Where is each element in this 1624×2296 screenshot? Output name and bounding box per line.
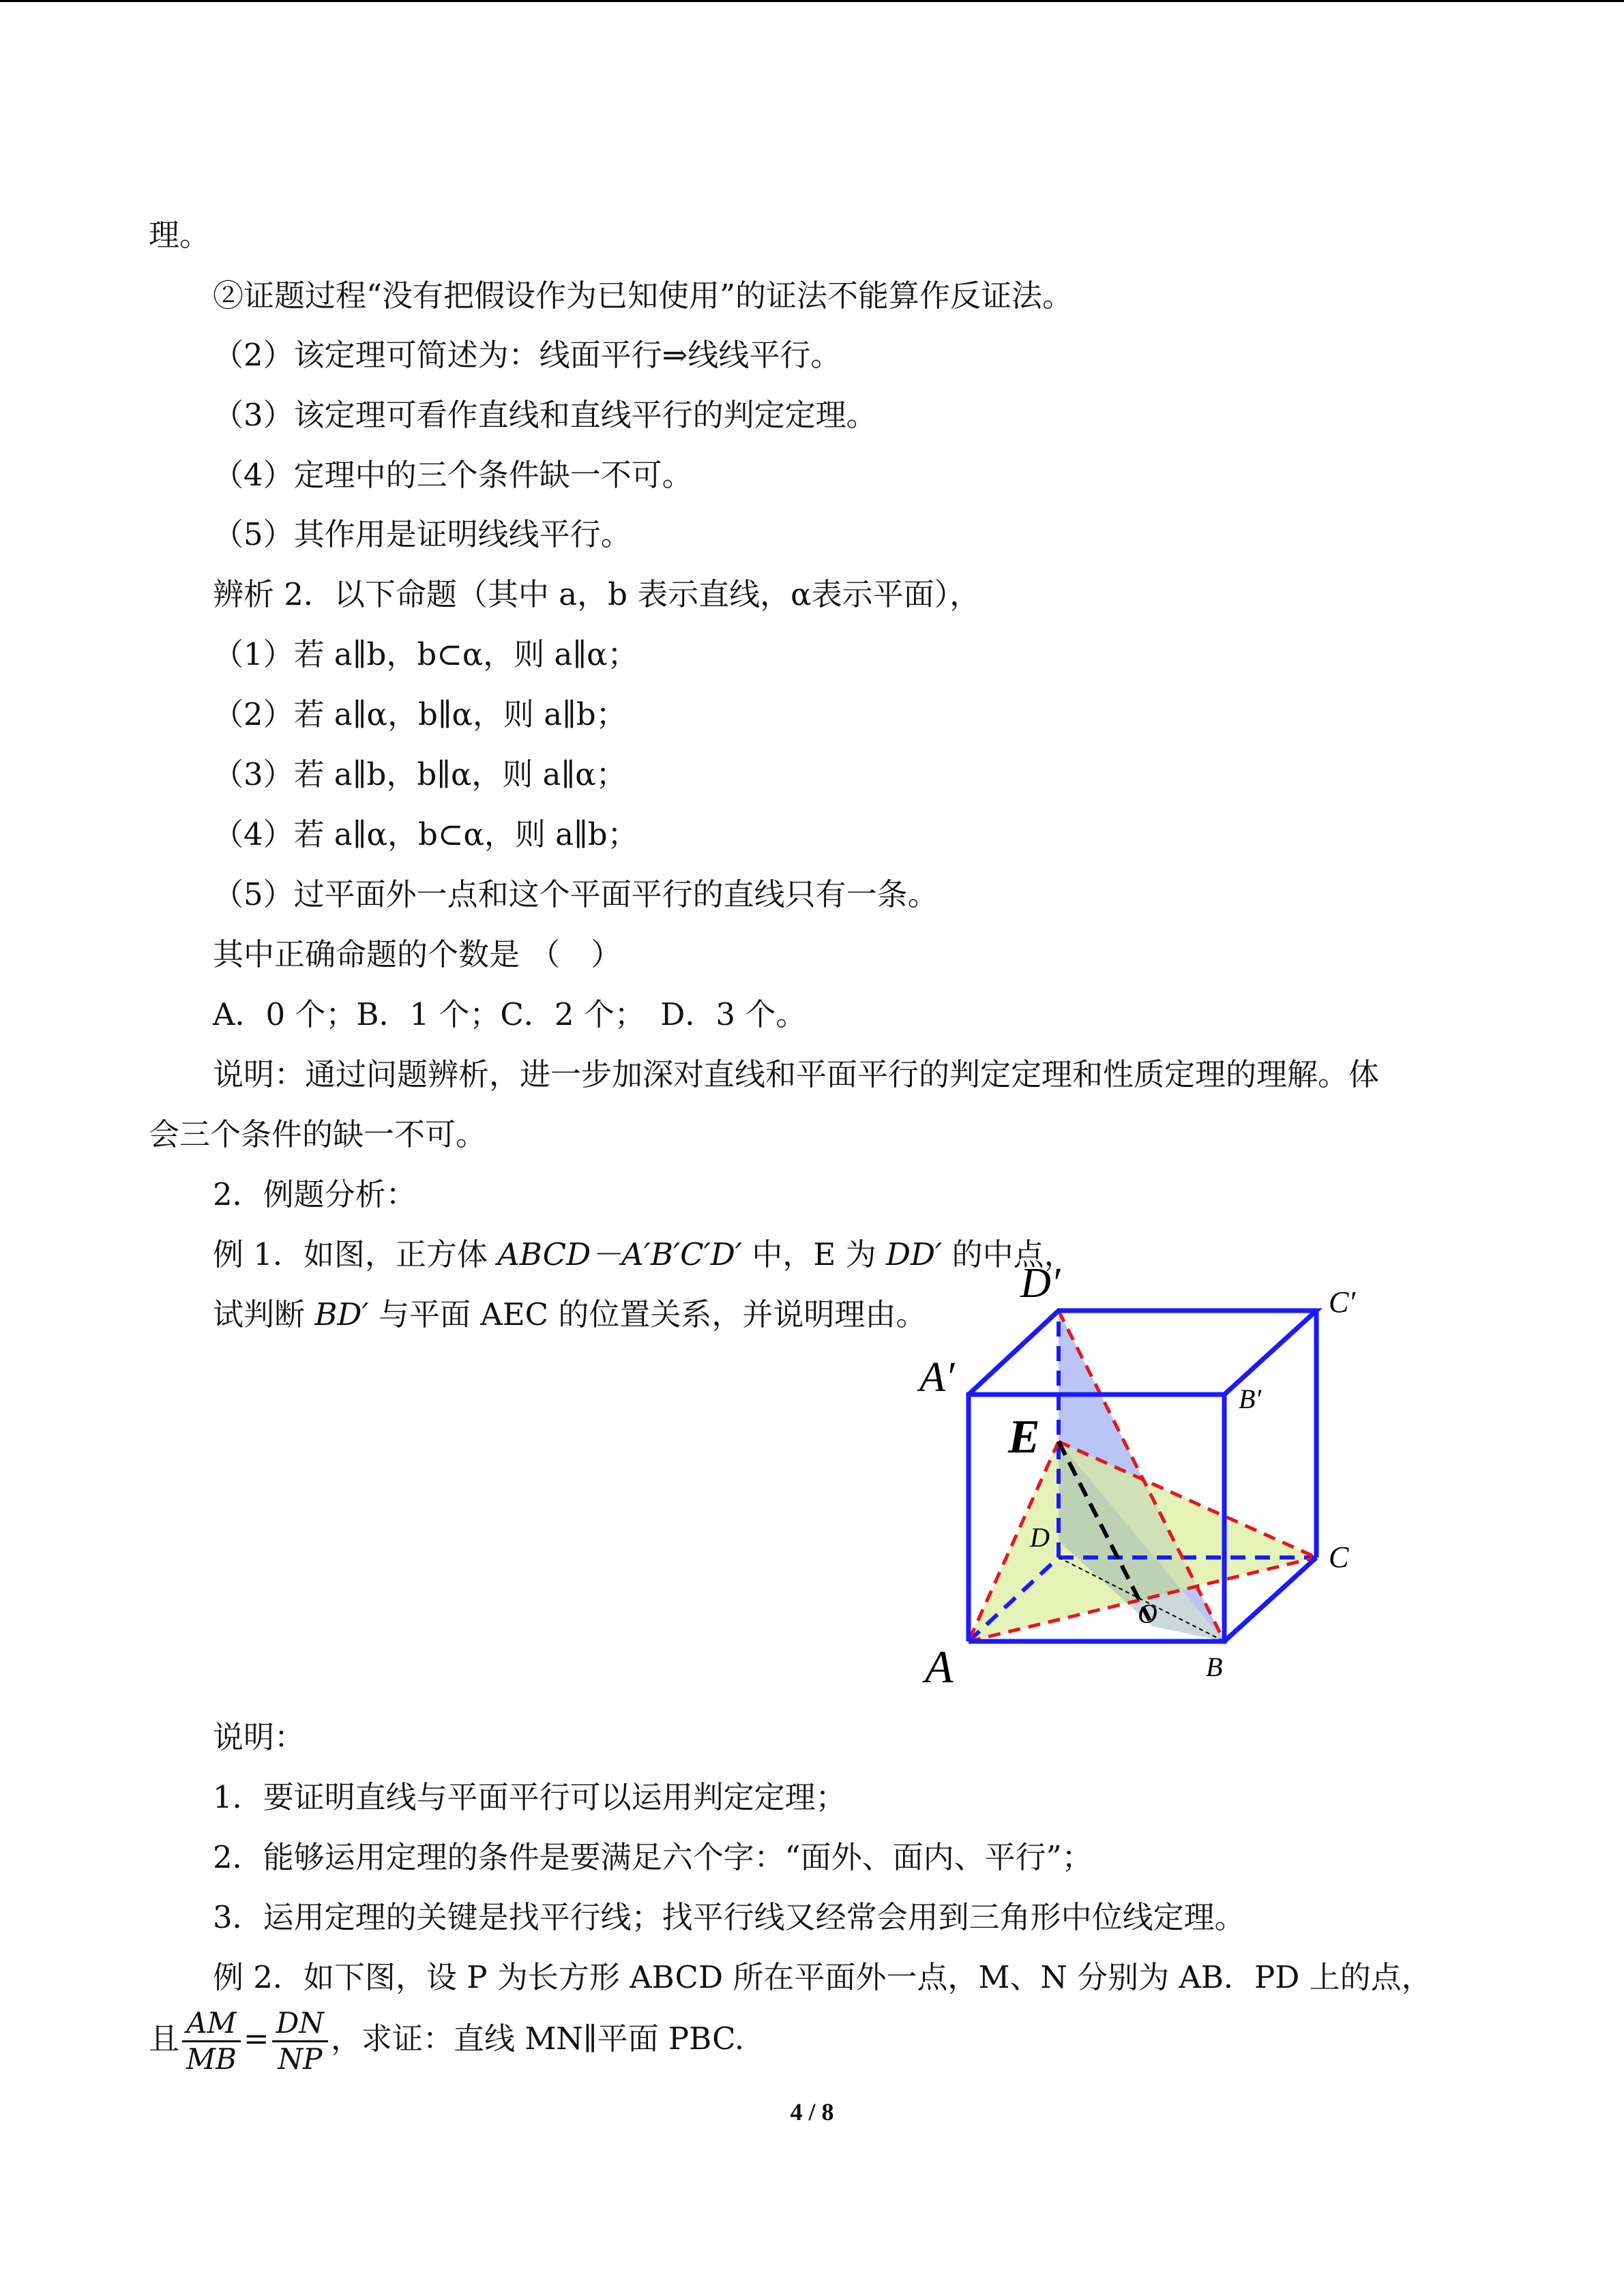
math-cube-name: ABCD－A′B′C′D′ <box>497 1236 743 1272</box>
text-line: 说明： <box>213 1719 306 1755</box>
text-line: （5）其作用是证明线线平行。 <box>213 516 632 552</box>
text-line: （4）定理中的三个条件缺一不可。 <box>213 457 693 493</box>
label-o: O <box>1138 1598 1157 1629</box>
text-line: 会三个条件的缺一不可。 <box>149 1116 487 1152</box>
text-segment: 例 1．如图，正方体 <box>213 1236 498 1272</box>
label-dp: D′ <box>1020 1260 1061 1307</box>
text-segment: 且 <box>149 2021 180 2057</box>
text-line: 说明：通过问题辨析，进一步加深对直线和平面平行的判定定理和性质定理的理解。体 <box>213 1056 1380 1092</box>
text-line: A．0 个；B．1 个；C．2 个； D．3 个。 <box>213 996 807 1032</box>
fraction-numerator: AM <box>182 2006 241 2042</box>
text-segment: 中，E 为 <box>742 1236 886 1272</box>
fraction-dn-np <box>272 2006 328 2076</box>
text-line: （5）过平面外一点和这个平面平行的直线只有一条。 <box>213 876 939 912</box>
label-b: B <box>1206 1652 1223 1682</box>
fraction-am-mb <box>182 2006 241 2076</box>
text-line: （3）该定理可看作直线和直线平行的判定定理。 <box>213 397 877 433</box>
math-segment-bd: BD′ <box>314 1296 369 1332</box>
text-line: 2．能够运用定理的条件是要满足六个字：“面外、面内、平行”； <box>213 1839 1093 1875</box>
text-line: （4）若 a∥α，b⊂α，则 a∥b； <box>213 816 638 852</box>
cube-figure <box>914 1255 1355 1693</box>
math-segment-dd: DD′ <box>885 1236 943 1272</box>
label-e: E <box>1008 1411 1040 1463</box>
text-line: （1）若 a∥b，b⊂α，则 a∥α； <box>213 636 638 672</box>
text-line: （3）若 a∥b，b∥α，则 a∥α； <box>213 756 627 792</box>
text-line: 例 2．如下图，设 P 为长方形 ABCD 所在平面外一点，M、N 分别为 AB．PD 上的点， <box>213 1959 1432 1995</box>
text-line: 理。 <box>149 217 211 253</box>
text-line: （2）若 a∥α，b∥α，则 a∥b； <box>213 696 627 732</box>
example-1-question <box>213 1294 926 1335</box>
text-line: （2）该定理可简述为：线面平行⇒线线平行。 <box>213 337 842 373</box>
text-segment: 的中点， <box>942 1236 1075 1272</box>
text-line: 辨析 2．以下命题（其中 a，b 表示直线，α表示平面）， <box>213 576 981 612</box>
label-a: A <box>925 1641 954 1693</box>
text-segment: ，求证：直线 MN∥平面 PBC. <box>331 2021 745 2057</box>
equals-sign: = <box>243 2021 269 2057</box>
page-number: 4 / 8 <box>790 2098 834 2126</box>
example-2-condition <box>149 2005 744 2076</box>
label-c: C <box>1329 1540 1349 1574</box>
text-segment: 与平面 AEC 的位置关系，并说明理由。 <box>368 1296 927 1332</box>
text-line: 2．例题分析： <box>213 1176 417 1212</box>
label-d: D <box>1030 1522 1050 1553</box>
text-line: 其中正确命题的个数是 （ ） <box>213 936 622 972</box>
fraction-denominator: NP <box>278 2042 323 2076</box>
label-bp: B′ <box>1239 1384 1262 1414</box>
fraction-denominator: MB <box>186 2042 237 2076</box>
label-cp: C′ <box>1329 1285 1355 1319</box>
cube-top-face <box>969 1311 1316 1395</box>
label-ap: A′ <box>919 1354 955 1401</box>
text-line: 3．运用定理的关键是找平行线；找平行线又经常会用到三角形中位线定理。 <box>213 1899 1245 1935</box>
text-line: ②证题过程“没有把假设作为已知使用”的证法不能算作反证法。 <box>213 278 1074 314</box>
text-line: 1．要证明直线与平面平行可以运用判定定理； <box>213 1779 846 1815</box>
fraction-numerator: DN <box>272 2006 328 2042</box>
top-border-line <box>0 0 1624 2</box>
text-segment: 试判断 <box>213 1296 315 1332</box>
